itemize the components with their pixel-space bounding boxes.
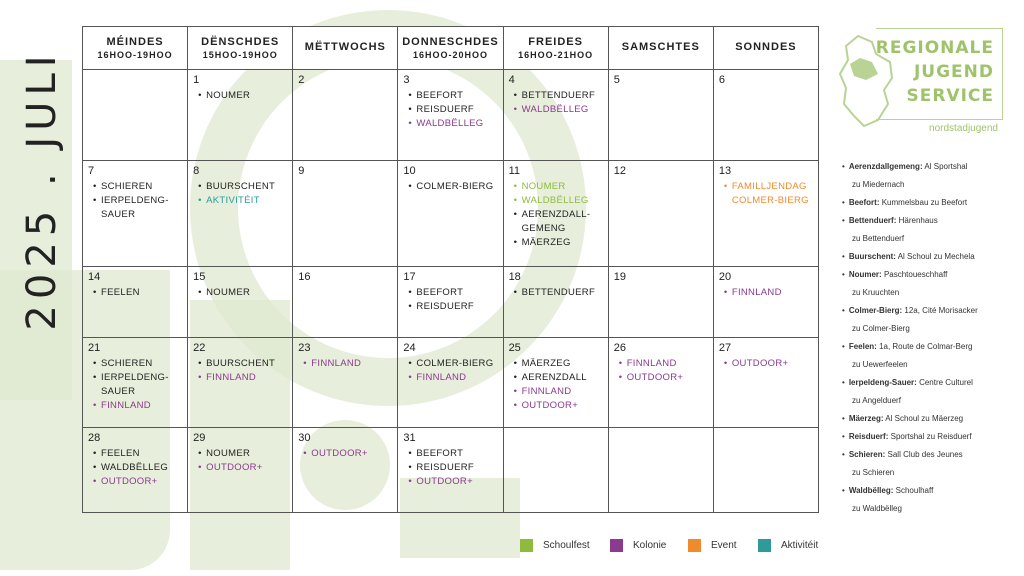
event-list bbox=[714, 357, 818, 371]
location-name: Buurschent: bbox=[848, 252, 896, 261]
day-cell bbox=[83, 428, 188, 513]
day-cell bbox=[608, 267, 713, 338]
weekday-hours: 16HOO-21HOO bbox=[518, 50, 594, 60]
day-cell bbox=[398, 267, 503, 338]
event-item: • NOUMER bbox=[514, 180, 608, 194]
day-number: 1 bbox=[193, 74, 200, 86]
logo-line-3: SERVICE bbox=[906, 86, 994, 106]
day-cell bbox=[503, 338, 608, 428]
event-item: • SCHIEREN bbox=[93, 180, 187, 194]
event-list bbox=[293, 357, 397, 371]
event-list bbox=[714, 286, 818, 300]
logo-line-1: REGIONALE bbox=[875, 38, 994, 58]
location-address: Kummelsbau zu Beefort bbox=[881, 198, 968, 207]
event-item: • BUURSCHENT bbox=[198, 357, 292, 371]
day-number: 26 bbox=[613, 342, 626, 354]
day-number: 8 bbox=[193, 165, 200, 177]
location-address: 12a, Cité Morisacker bbox=[904, 306, 978, 315]
location-name: Feelen: bbox=[848, 342, 877, 351]
weekday-hours: 16HOO-19HOO bbox=[97, 50, 173, 60]
day-number: 21 bbox=[88, 342, 101, 354]
event-item: • WALDBËLLEG bbox=[514, 103, 608, 117]
day-cell bbox=[503, 70, 608, 161]
location-item bbox=[842, 266, 1022, 302]
day-cell bbox=[398, 428, 503, 513]
event-item: • WALDBËLLEG bbox=[514, 194, 608, 208]
legend-swatch bbox=[758, 539, 771, 552]
day-number: 23 bbox=[298, 342, 311, 354]
day-number: 24 bbox=[403, 342, 416, 354]
day-number: 18 bbox=[508, 271, 521, 283]
event-item: • IERPELDENG-SAUER bbox=[93, 371, 187, 399]
logo bbox=[836, 28, 1016, 138]
event-item: • BETTENDUERF bbox=[514, 286, 608, 300]
location-address: Al Sportshal bbox=[924, 162, 968, 171]
event-item: • COLMER-BIERG bbox=[408, 180, 502, 194]
event-item: • OUTDOOR+ bbox=[408, 475, 502, 489]
location-line bbox=[842, 414, 963, 423]
day-number: 29 bbox=[193, 432, 206, 444]
location-line bbox=[842, 252, 975, 261]
day-cell bbox=[608, 70, 713, 161]
day-cell bbox=[83, 267, 188, 338]
event-item: • OUTDOOR+ bbox=[198, 461, 292, 475]
day-number: 27 bbox=[718, 342, 732, 354]
event-list bbox=[504, 89, 608, 117]
weekday-header bbox=[293, 27, 398, 70]
event-item: • FINNLAND bbox=[514, 385, 608, 399]
event-item: • SCHIEREN bbox=[93, 357, 187, 371]
day-number: 4 bbox=[508, 74, 515, 86]
weekday-hours: 15HOO-19HOO bbox=[202, 50, 278, 60]
event-item: • AKTIVITÉIT bbox=[198, 194, 292, 208]
location-line bbox=[842, 306, 978, 315]
day-cell bbox=[608, 428, 713, 513]
event-item: • WALDBËLLEG bbox=[408, 117, 502, 131]
event-list bbox=[398, 286, 502, 314]
event-list bbox=[293, 447, 397, 461]
weekday-hours: 16HOO-20HOO bbox=[412, 50, 488, 60]
weekday-name: DËNSCHDES bbox=[201, 36, 280, 48]
location-line bbox=[842, 378, 973, 387]
day-cell bbox=[503, 161, 608, 267]
event-item: • FAMILLJENDAG COLMER-BIERG bbox=[724, 180, 818, 208]
legend-swatch bbox=[520, 539, 533, 552]
location-town: zu Colmer-Bierg bbox=[852, 324, 910, 333]
day-number: 31 bbox=[403, 432, 416, 444]
day-cell bbox=[188, 161, 293, 267]
event-item: • FINNLAND bbox=[619, 357, 713, 371]
day-cell bbox=[503, 428, 608, 513]
event-item: • BETTENDUERF bbox=[514, 89, 608, 103]
event-item: • NOUMER bbox=[198, 447, 292, 461]
day-cell bbox=[503, 267, 608, 338]
day-cell bbox=[713, 428, 818, 513]
event-list bbox=[398, 357, 502, 385]
event-list bbox=[83, 357, 187, 413]
day-cell bbox=[398, 161, 503, 267]
day-cell bbox=[713, 161, 818, 267]
location-address: Centre Culturel bbox=[919, 378, 973, 387]
location-name: Beefort: bbox=[848, 198, 880, 207]
event-item: • FEELEN bbox=[93, 286, 187, 300]
day-cell bbox=[83, 161, 188, 267]
legend-label: Kolonie bbox=[633, 540, 667, 552]
location-item bbox=[842, 338, 1022, 374]
day-cell bbox=[713, 70, 818, 161]
day-cell bbox=[293, 338, 398, 428]
day-number: 19 bbox=[613, 271, 626, 283]
day-cell bbox=[188, 338, 293, 428]
legend-item bbox=[520, 539, 590, 552]
event-item: • FINNLAND bbox=[198, 371, 292, 385]
location-item bbox=[842, 302, 1022, 338]
weekday-name: MËTTWOCHS bbox=[304, 41, 386, 53]
day-number: 15 bbox=[193, 271, 206, 283]
event-list bbox=[188, 89, 292, 103]
location-line bbox=[842, 270, 947, 279]
day-cell bbox=[83, 338, 188, 428]
event-item: • MÄERZEG bbox=[514, 357, 608, 371]
event-list bbox=[83, 180, 187, 222]
location-address: Sportshal zu Reisduerf bbox=[890, 432, 972, 441]
day-cell bbox=[293, 428, 398, 513]
location-item bbox=[842, 428, 1022, 446]
day-number: 7 bbox=[88, 165, 95, 177]
day-cell bbox=[608, 161, 713, 267]
event-list bbox=[398, 447, 502, 489]
day-number: 3 bbox=[403, 74, 410, 86]
event-list bbox=[714, 180, 818, 208]
event-item: • REISDUERF bbox=[408, 300, 502, 314]
event-item: • AERENZDALL bbox=[514, 371, 608, 385]
day-cell bbox=[188, 267, 293, 338]
legend-label: Aktivitéit bbox=[781, 540, 819, 552]
day-number: 14 bbox=[88, 271, 101, 283]
event-item: • AERENZDALL-GEMENG bbox=[514, 208, 608, 236]
location-name: Schieren: bbox=[848, 450, 886, 459]
legend-label: Event bbox=[711, 540, 737, 552]
legend-item bbox=[688, 539, 737, 552]
location-name: Aerenzdallgemeng: bbox=[848, 162, 923, 171]
day-cell bbox=[293, 267, 398, 338]
day-number: 10 bbox=[403, 165, 416, 177]
legend-swatch bbox=[688, 539, 701, 552]
day-cell bbox=[398, 70, 503, 161]
day-cell bbox=[713, 267, 818, 338]
event-item: • WALDBËLLEG bbox=[93, 461, 187, 475]
location-line bbox=[842, 432, 972, 441]
location-line bbox=[842, 198, 967, 207]
event-item: • BEEFORT bbox=[408, 89, 502, 103]
legend-item bbox=[610, 539, 666, 552]
location-name: Colmer-Bierg: bbox=[848, 306, 903, 315]
location-name: Mäerzeg: bbox=[848, 414, 884, 423]
day-number: 2 bbox=[298, 74, 305, 86]
week-row bbox=[83, 338, 819, 428]
event-item: • BEEFORT bbox=[408, 286, 502, 300]
weekday-header-row bbox=[83, 27, 819, 70]
location-address: Schoulhaff bbox=[895, 486, 934, 495]
location-item bbox=[842, 158, 1022, 194]
day-cell bbox=[188, 70, 293, 161]
weekday-name: MÉINDES bbox=[106, 36, 164, 48]
logo-text bbox=[876, 36, 994, 108]
event-item: • MÄERZEG bbox=[514, 236, 608, 250]
day-number: 6 bbox=[718, 74, 725, 86]
event-item: • FEELEN bbox=[93, 447, 187, 461]
location-item bbox=[842, 374, 1022, 410]
day-number: 16 bbox=[298, 271, 311, 283]
day-number: 22 bbox=[193, 342, 206, 354]
weekday-header bbox=[83, 27, 188, 70]
locations-list bbox=[842, 158, 1022, 518]
day-number: 12 bbox=[613, 165, 626, 177]
day-cell bbox=[398, 338, 503, 428]
event-list bbox=[83, 447, 187, 489]
location-town: zu Miedernach bbox=[852, 180, 905, 189]
weekday-name: SONNDES bbox=[735, 41, 797, 53]
day-number: 25 bbox=[508, 342, 521, 354]
event-item: • OUTDOOR+ bbox=[303, 447, 397, 461]
event-list bbox=[188, 286, 292, 300]
location-item bbox=[842, 194, 1022, 212]
event-list bbox=[504, 357, 608, 413]
event-item: • BUURSCHENT bbox=[198, 180, 292, 194]
legend-item bbox=[758, 539, 818, 552]
location-item bbox=[842, 446, 1022, 482]
day-number: 11 bbox=[508, 165, 520, 177]
day-cell bbox=[188, 428, 293, 513]
location-name: Ierpeldeng-Sauer: bbox=[848, 378, 917, 387]
weekday-header bbox=[503, 27, 608, 70]
location-address: Sall Club des Jeunes bbox=[887, 450, 963, 459]
event-list bbox=[188, 180, 292, 208]
event-list bbox=[83, 286, 187, 300]
location-line bbox=[842, 486, 933, 495]
event-list bbox=[504, 286, 608, 300]
event-item: • OUTDOOR+ bbox=[619, 371, 713, 385]
location-name: Waldbëlleg: bbox=[848, 486, 894, 495]
location-line bbox=[842, 162, 968, 171]
event-item: • FINNLAND bbox=[93, 399, 187, 413]
location-address: Al Schoul zu Mäerzeg bbox=[885, 414, 964, 423]
event-list bbox=[504, 180, 608, 250]
location-line bbox=[842, 342, 972, 351]
event-list bbox=[188, 447, 292, 475]
weekday-name: FREIDES bbox=[528, 36, 583, 48]
location-item bbox=[842, 212, 1022, 248]
event-list bbox=[398, 180, 502, 194]
weekday-name: SAMSCHTES bbox=[621, 41, 700, 53]
month-title: 2025 . JULI bbox=[19, 49, 65, 331]
calendar-grid bbox=[82, 26, 819, 513]
event-item: • FINNLAND bbox=[303, 357, 397, 371]
day-number: 13 bbox=[718, 165, 732, 177]
location-town: zu Bettenduerf bbox=[852, 234, 905, 243]
day-number: 28 bbox=[88, 432, 101, 444]
day-number: 30 bbox=[298, 432, 311, 444]
day-cell bbox=[608, 338, 713, 428]
event-item: • REISDUERF bbox=[408, 103, 502, 117]
location-item bbox=[842, 482, 1022, 518]
day-number: 17 bbox=[403, 271, 416, 283]
event-item: • COLMER-BIERG bbox=[408, 357, 502, 371]
event-item: • NOUMER bbox=[198, 286, 292, 300]
location-address: Paschtoueschhaff bbox=[883, 270, 948, 279]
location-town: zu Uewerfeelen bbox=[852, 360, 908, 369]
event-item: • BEEFORT bbox=[408, 447, 502, 461]
location-line bbox=[842, 450, 963, 459]
logo-subtitle: nordstadjugend bbox=[929, 123, 998, 134]
day-number: 9 bbox=[298, 165, 305, 177]
legend-swatch bbox=[610, 539, 623, 552]
location-town: zu Waldbëlleg bbox=[852, 504, 902, 513]
location-item bbox=[842, 248, 1022, 266]
week-row bbox=[83, 428, 819, 513]
event-list bbox=[188, 357, 292, 385]
week-row bbox=[83, 161, 819, 267]
week-row bbox=[83, 267, 819, 338]
location-name: Bettenduerf: bbox=[848, 216, 897, 225]
event-item: • OUTDOOR+ bbox=[93, 475, 187, 489]
location-address: Al Schoul zu Mechela bbox=[897, 252, 975, 261]
location-town: zu Kruuchten bbox=[852, 288, 900, 297]
event-item: • IERPELDENG-SAUER bbox=[93, 194, 187, 222]
weekday-header bbox=[188, 27, 293, 70]
weekday-name: DONNESCHDES bbox=[402, 36, 499, 48]
logo-line-2: JUGEND bbox=[913, 62, 994, 82]
event-list bbox=[398, 89, 502, 131]
event-item: • REISDUERF bbox=[408, 461, 502, 475]
event-item: • OUTDOOR+ bbox=[514, 399, 608, 413]
location-town: zu Schieren bbox=[852, 468, 895, 477]
day-number: 20 bbox=[718, 271, 732, 283]
weekday-header bbox=[398, 27, 503, 70]
event-item: • OUTDOOR+ bbox=[724, 357, 818, 371]
day-cell bbox=[713, 338, 818, 428]
location-address: Härenhaus bbox=[898, 216, 938, 225]
event-list bbox=[609, 357, 713, 385]
location-name: Noumer: bbox=[848, 270, 882, 279]
day-cell bbox=[83, 70, 188, 161]
day-number: 5 bbox=[613, 74, 620, 86]
day-cell bbox=[293, 161, 398, 267]
location-name: Reisduerf: bbox=[848, 432, 889, 441]
event-item: • NOUMER bbox=[198, 89, 292, 103]
location-address: 1a, Route de Colmar-Berg bbox=[879, 342, 973, 351]
location-item bbox=[842, 410, 1022, 428]
weekday-header bbox=[713, 27, 818, 70]
weekday-header bbox=[608, 27, 713, 70]
location-town: zu Angelduerf bbox=[852, 396, 901, 405]
event-item: • FINNLAND bbox=[408, 371, 502, 385]
day-cell bbox=[293, 70, 398, 161]
location-line bbox=[842, 216, 938, 225]
event-item: • FINNLAND bbox=[724, 286, 818, 300]
legend-label: Schoulfest bbox=[543, 540, 590, 552]
week-row bbox=[83, 70, 819, 161]
